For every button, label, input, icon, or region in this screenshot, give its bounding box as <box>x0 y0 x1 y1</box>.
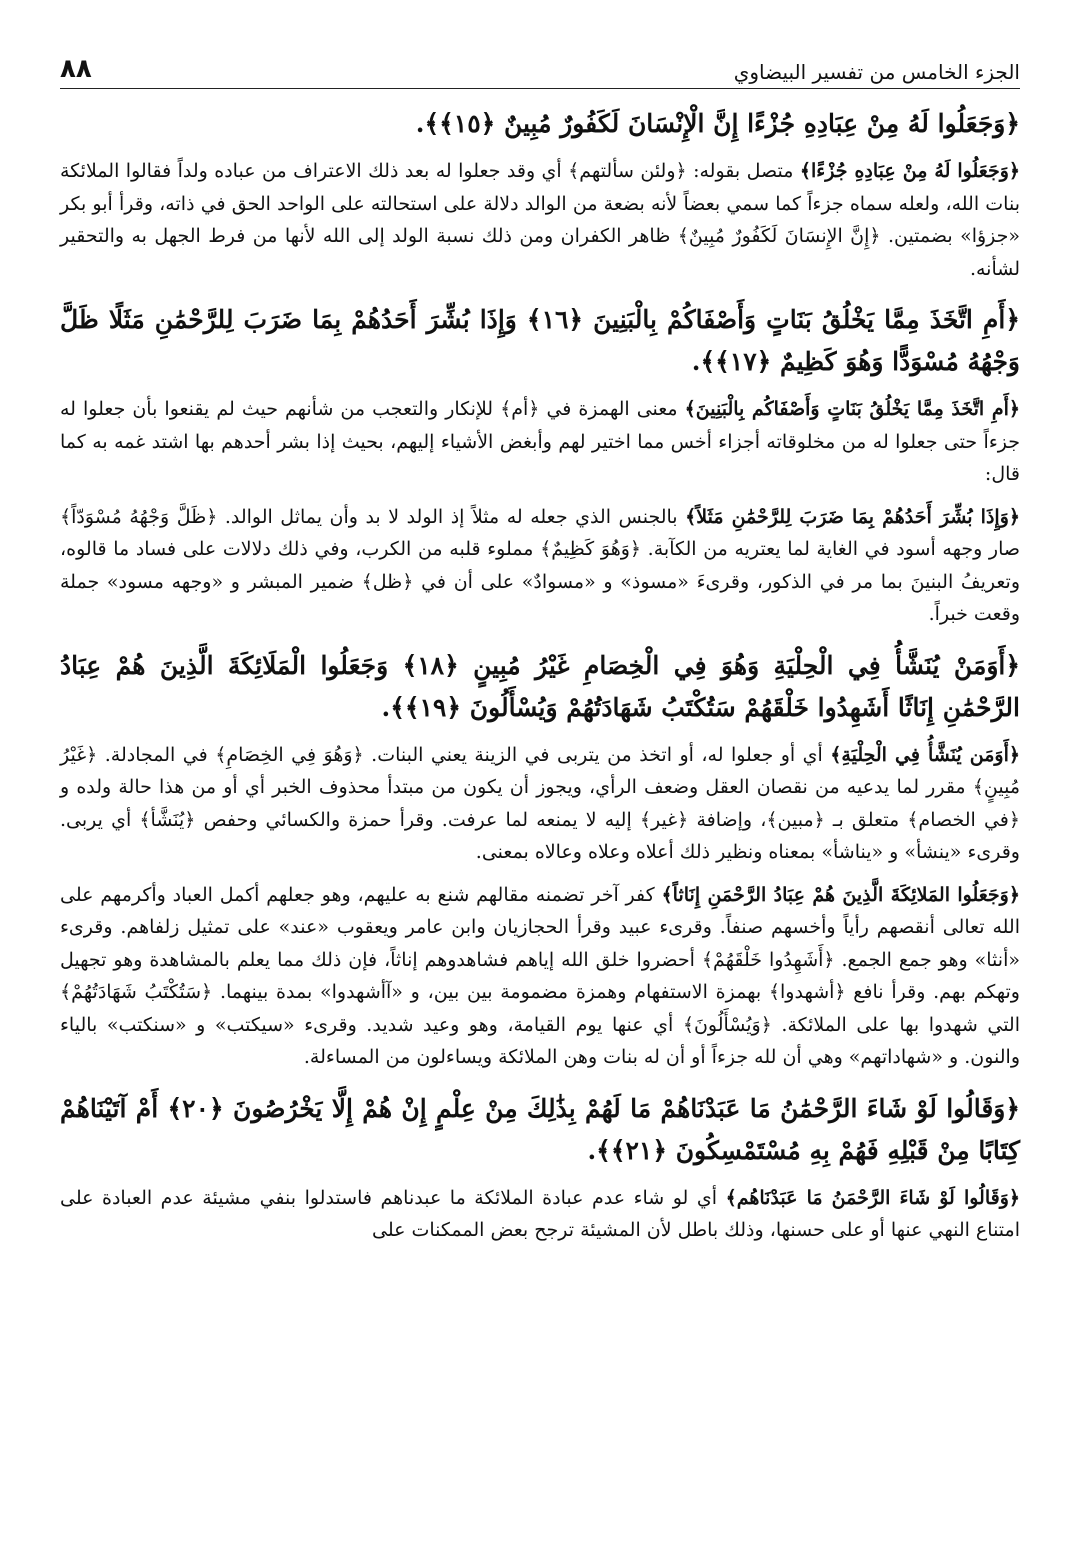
quran-verse-16-17 <box>60 299 1020 383</box>
verse-text: ﴿أَوَمَنْ يُنَشَّأُ فِي الْحِلْيَةِ وَهُوَ فِي الْخِصَامِ غَيْرُ مُبِينٍ ﴿١٨﴾ وَجَعَلُوا الْمَلَائِكَةَ الَّذِينَ هُمْ عِبَادُ الرَّحْمَٰنِ إِنَاثًا أَشَهِدُوا خَلْقَهُمْ سَتُكْتَبُ شَهَادَتُهُمْ وَيُسْأَلُونَ ﴿١٩﴾﴾. <box>60 650 1021 722</box>
running-title: الجزء الخامس من تفسير البيضاوي <box>733 60 1020 84</box>
commentary-paragraph <box>60 501 1020 631</box>
commentary-lead: ﴿وَجَعَلُوا المَلائِكَةَ الَّذِينَ هُمْ عِبَادُ الرَّحْمَنِ إِنَاثاً﴾ <box>661 883 1020 906</box>
commentary-lead: ﴿وَإِذَا بُشِّرَ أَحَدُهُمْ بِمَا ضَرَبَ لِلرَّحْمَٰنِ مَثَلاً﴾ <box>685 505 1020 528</box>
verse-text: ﴿أَمِ اتَّخَذَ مِمَّا يَخْلُقُ بَنَاتٍ وَأَصْفَاكُمْ بِالْبَنِينَ ﴿١٦﴾ وَإِذَا بُشِّرَ أَحَدُهُمْ بِمَا ضَرَبَ لِلرَّحْمَٰنِ مَثَلًا ظَلَّ وَجْهُهُ مُسْوَدًّا وَهُوَ كَظِيمٌ ﴿١٧﴾﴾. <box>60 305 1020 376</box>
commentary-paragraph <box>60 393 1020 491</box>
commentary-paragraph <box>60 879 1020 1074</box>
page-number: ٨٨ <box>60 54 92 84</box>
book-page <box>60 40 1020 1257</box>
commentary-lead: ﴿وَقَالُوا لَوْ شَاءَ الرَّحْمَنُ مَا عَبَدْنَاهُم﴾ <box>725 1186 1021 1209</box>
page-header <box>60 40 1020 89</box>
commentary-text: بالجنس الذي جعله له مثلاً إذ الولد لا بد وأن يماثل الوالد. ﴿ظَلَّ وَجْهُهُ مُسْوَدّاً﴾ صار وجهه أسود في الغاية لما يعتريه من الكآبة. ﴿وَهُوَ كَظِيمٌ﴾ مملوء قلبه من الكرب، وفي ذلك دلالات على فساد ما قالوه، وتعريفُ البنينَ بما مر في الذكور، وقرىءَ «مسوذ» و «مسوادٌ» على أن في ﴿ظل﴾ ضمير المبشر و «وجهه مسود» جملة وقعت خبراً. <box>60 505 1020 625</box>
commentary-lead: ﴿وَجَعَلُوا لَهُ مِنْ عِبَادِهِ جُزْءًا﴾ <box>799 160 1020 182</box>
commentary-paragraph <box>60 739 1020 869</box>
commentary-paragraph <box>60 1182 1020 1247</box>
quran-verse-20-21 <box>60 1088 1020 1172</box>
commentary-lead: ﴿أَمِ اتَّخَذَ مِمَّا يَخْلُقُ بَنَاتٍ وَأَصْفَاكُم بِالْبَنِينَ﴾ <box>684 398 1020 420</box>
commentary-lead: ﴿أَوَمَن يُنَشَّأُ فِي الْحِلْيَةِ﴾ <box>830 743 1020 766</box>
commentary-text: كفر آخر تضمنه مقالهم شنع به عليهم، وهو جعلهم أكمل العباد وأكرمهم على الله تعالى أنقصهم رأياً وأخسهم صنفاً. وقرىء عبيد وقرأ الحجازيان وابن عامر ويعقوب «عند» على تمثيل زلفاهم. وقرىء «أنثا» وهو جمع الجمع. ﴿أَشَهِدُوا خَلْقَهُمْ﴾ أحضروا خلق الله إياهم فشاهدوهم إناثاً، فإن ذلك مما يعلم بالمشاهدة وهو تجهيل وتهكم بهم. وقرأ نافع ﴿أشهدوا﴾ بهمزة الاستفهام وهمزة مضمومة بين بين، و «آأشهدوا» بمدة بينهما. ﴿سَتُكْتَبُ شَهَادَتُهُمْ﴾ التي شهدوا بها على الملائكة. ﴿وَيُسْأَلُونَ﴾ أي عنها يوم القيامة، وهو وعيد شديد. وقرىء «سيكتب» و «سنكتب» بالياء والنون. و «شهاداتهم» وهي أن لله جزءاً أو أن له بنات وهن الملائكة ويساءلون من المساءلة. <box>60 883 1020 1068</box>
commentary-text: متصل بقوله: ﴿ولئن سألتهم﴾ أي وقد جعلوا له بعد ذلك الاعتراف من عباده ولداً فقالوا الملائكة بنات الله، ولعله سماه جزءاً كما سمي بعضاً لأنه بضعة من الوالد دلالة على استحالته على الواحد الحق في ذاته، وقرأ أبو بكر «جزؤا» بضمتين. ﴿إِنَّ الإِنسَانَ لَكَفُورٌ مُبِينٌ﴾ ظاهر الكفران ومن ذلك نسبة الولد إلى الله لأنها من فرط الجهل به والتحقير لشأنه. <box>60 160 1020 280</box>
commentary-text: أي لو شاء عدم عبادة الملائكة ما عبدناهم فاستدلوا بنفي مشيئة عدم العبادة على امتناع النهي عنها أو على حسنها، وذلك باطل لأن المشيئة ترجح بعض الممكنات على <box>60 1186 1020 1241</box>
commentary-text: أي أو جعلوا له، أو اتخذ من يتربى في الزينة يعني البنات. ﴿وَهُوَ فِي الخِصَامِ﴾ في المجادلة. ﴿غَيْرُ مُبِينٍ﴾ مقرر لما يدعيه من نقصان العقل وضعف الرأي، ويجوز أن يكون من مبتدأ محذوف الخبر أي أو من هذا حالة ولده و ﴿في الخصام﴾ متعلق بـ ﴿مبين﴾، وإضافة ﴿غير﴾ إليه لا يمنعه لما عرفت. وقرأ حمزة والكسائي وحفص ﴿يُنَشَّأ﴾ أي يربى. وقرىء «ينشأ» و «يناشأ» بمعناه ونظير ذلك أعلاه وعلاه وعالاه بمعنى. <box>60 743 1020 863</box>
quran-verse-15 <box>60 103 1020 145</box>
quran-verse-18-19 <box>60 645 1020 729</box>
verse-text: ﴿وَجَعَلُوا لَهُ مِنْ عِبَادِهِ جُزْءًا إِنَّ الْإِنْسَانَ لَكَفُورٌ مُبِينٌ ﴿١٥﴾﴾. <box>415 109 1020 138</box>
commentary-paragraph <box>60 155 1020 285</box>
commentary-text: معنى الهمزة في ﴿أم﴾ للإنكار والتعجب من شأنهم حيث لم يقنعوا بأن جعلوا له جزءاً حتى جعلوا له من مخلوقاته أجزاء أخس مما اختير لهم وأبغض الأشياء إليهم، بحيث إذا بشر أحدهم بها اشتد غمه به كما قال: <box>60 398 1020 485</box>
verse-text: ﴿وَقَالُوا لَوْ شَاءَ الرَّحْمَٰنُ مَا عَبَدْنَاهُمْ مَا لَهُمْ بِذَٰلِكَ مِنْ عِلْمٍ إِنْ هُمْ إِلَّا يَخْرُصُونَ ﴿٢٠﴾ أَمْ آتَيْنَاهُمْ كِتَابًا مِنْ قَبْلِهِ فَهُمْ بِهِ مُسْتَمْسِكُونَ ﴿٢١﴾﴾. <box>60 1093 1020 1165</box>
